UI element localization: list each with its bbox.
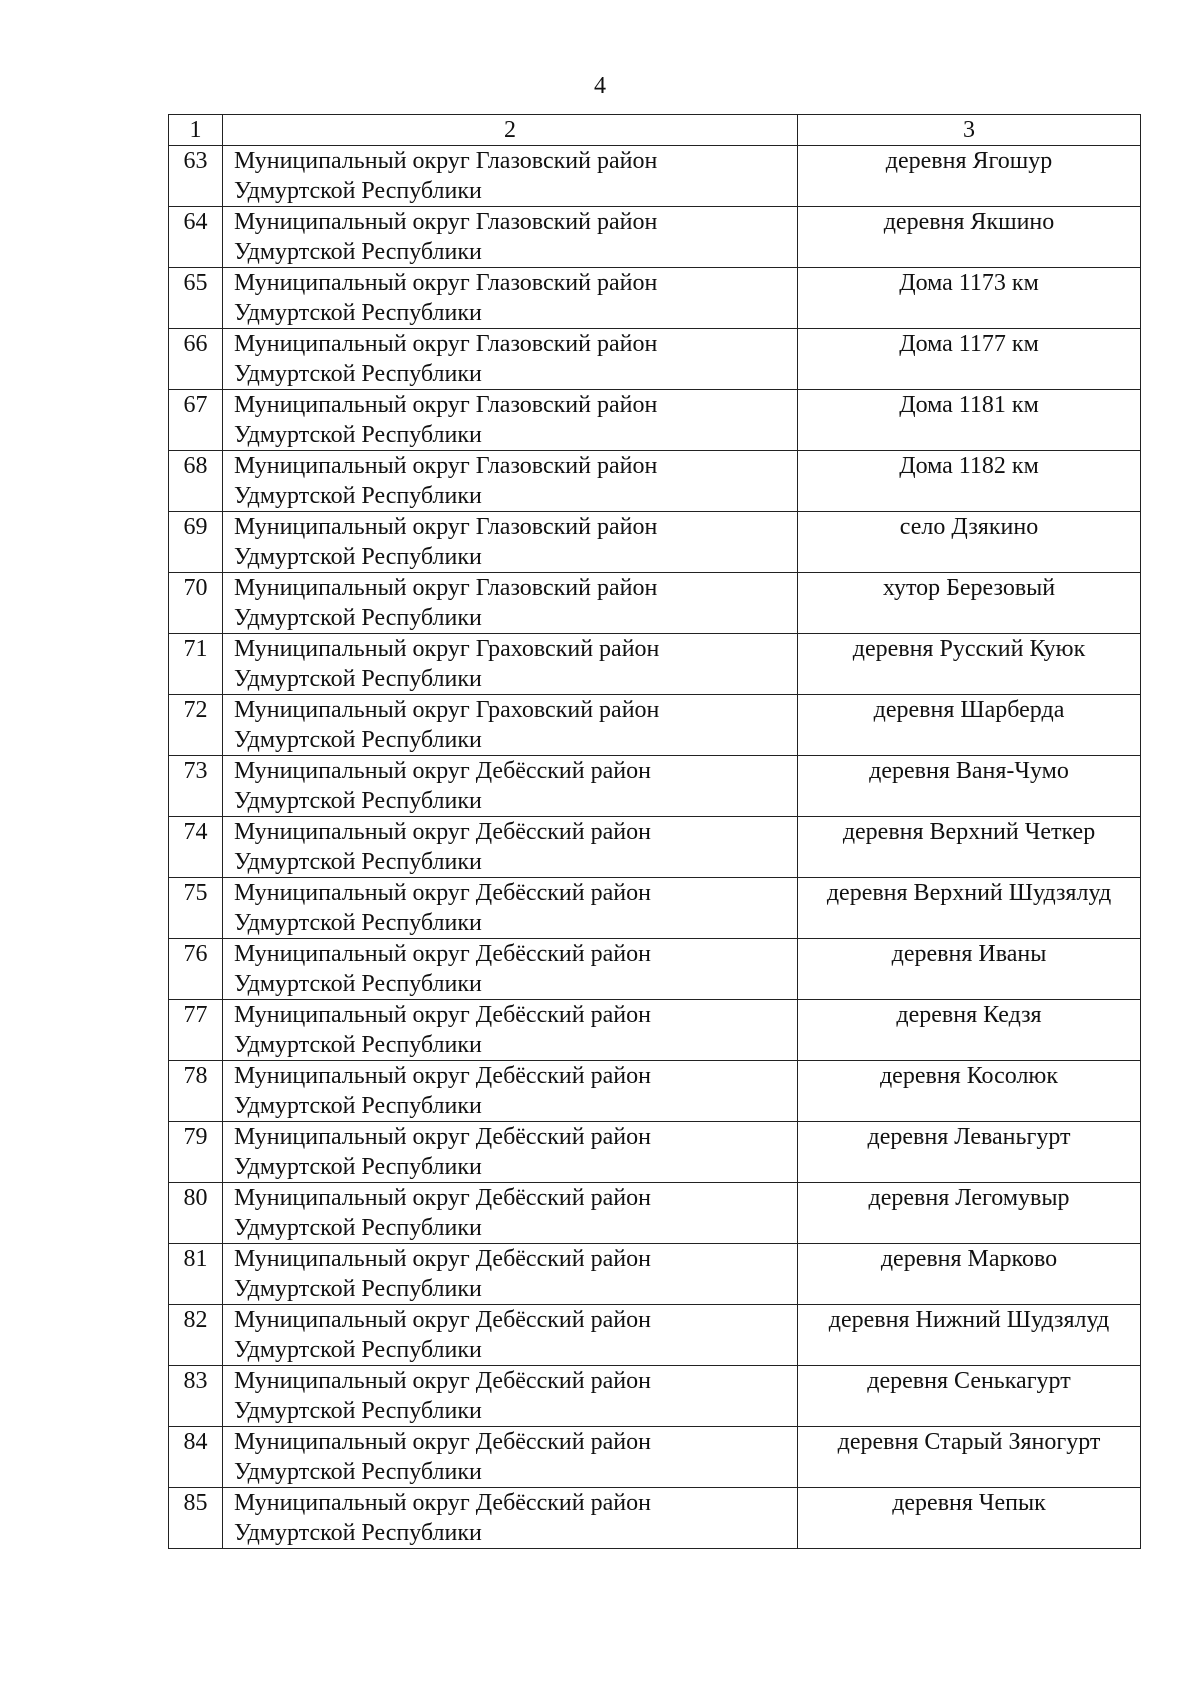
district-line-1: Муниципальный округ Дебёсский район bbox=[234, 1063, 651, 1089]
district-line-2: Удмуртской Республики bbox=[234, 727, 482, 753]
district-line-1: Муниципальный округ Дебёсский район bbox=[234, 1002, 651, 1028]
table-row bbox=[169, 1488, 1141, 1549]
district-line-2: Удмуртской Республики bbox=[234, 605, 482, 631]
row-number-cell: 83 bbox=[169, 1366, 223, 1427]
district-line-1: Муниципальный округ Дебёсский район bbox=[234, 1307, 651, 1333]
settlement-cell: село Дзякино bbox=[798, 512, 1141, 573]
district-cell bbox=[223, 1427, 798, 1488]
row-number-cell: 81 bbox=[169, 1244, 223, 1305]
settlement-cell: деревня Иваны bbox=[798, 939, 1141, 1000]
row-number-cell: 72 bbox=[169, 695, 223, 756]
row-number-cell: 84 bbox=[169, 1427, 223, 1488]
settlement-cell: деревня Русский Куюк bbox=[798, 634, 1141, 695]
settlements-table bbox=[168, 114, 1141, 1549]
table-row bbox=[169, 695, 1141, 756]
district-cell bbox=[223, 695, 798, 756]
table-row bbox=[169, 1244, 1141, 1305]
district-line-1: Муниципальный округ Дебёсский район bbox=[234, 819, 651, 845]
column-header-2: 2 bbox=[223, 115, 798, 146]
row-number-cell: 71 bbox=[169, 634, 223, 695]
settlement-cell: деревня Верхний Шудзялуд bbox=[798, 878, 1141, 939]
district-line-1: Муниципальный округ Дебёсский район bbox=[234, 1368, 651, 1394]
settlement-cell: деревня Леваньгурт bbox=[798, 1122, 1141, 1183]
district-line-2: Удмуртской Республики bbox=[234, 1337, 482, 1363]
district-cell bbox=[223, 146, 798, 207]
settlement-cell: хутор Березовый bbox=[798, 573, 1141, 634]
district-cell bbox=[223, 634, 798, 695]
district-line-1: Муниципальный округ Дебёсский район bbox=[234, 758, 651, 784]
district-line-2: Удмуртской Республики bbox=[234, 666, 482, 692]
settlement-cell: деревня Верхний Четкер bbox=[798, 817, 1141, 878]
settlement-cell: деревня Легомувыр bbox=[798, 1183, 1141, 1244]
district-cell bbox=[223, 1366, 798, 1427]
district-line-2: Удмуртской Республики bbox=[234, 1215, 482, 1241]
district-line-1: Муниципальный округ Граховский район bbox=[234, 697, 660, 723]
district-line-1: Муниципальный округ Граховский район bbox=[234, 636, 660, 662]
district-line-1: Муниципальный округ Глазовский район bbox=[234, 514, 658, 540]
district-cell bbox=[223, 573, 798, 634]
row-number-cell: 85 bbox=[169, 1488, 223, 1549]
district-cell bbox=[223, 390, 798, 451]
table-row bbox=[169, 1183, 1141, 1244]
settlement-cell: деревня Ягошур bbox=[798, 146, 1141, 207]
settlement-cell: деревня Кедзя bbox=[798, 1000, 1141, 1061]
district-line-2: Удмуртской Республики bbox=[234, 483, 482, 509]
district-line-2: Удмуртской Республики bbox=[234, 1032, 482, 1058]
row-number-cell: 63 bbox=[169, 146, 223, 207]
row-number-cell: 75 bbox=[169, 878, 223, 939]
settlement-cell: деревня Шарберда bbox=[798, 695, 1141, 756]
settlement-cell: деревня Якшино bbox=[798, 207, 1141, 268]
table-row bbox=[169, 512, 1141, 573]
table-row bbox=[169, 634, 1141, 695]
row-number-cell: 74 bbox=[169, 817, 223, 878]
district-cell bbox=[223, 878, 798, 939]
district-line-1: Муниципальный округ Дебёсский район bbox=[234, 1246, 651, 1272]
table-row bbox=[169, 1305, 1141, 1366]
district-line-1: Муниципальный округ Глазовский район bbox=[234, 392, 658, 418]
district-cell bbox=[223, 1061, 798, 1122]
row-number-cell: 65 bbox=[169, 268, 223, 329]
table-row bbox=[169, 939, 1141, 1000]
table-row bbox=[169, 573, 1141, 634]
table-row bbox=[169, 756, 1141, 817]
settlement-cell: Дома 1173 км bbox=[798, 268, 1141, 329]
row-number-cell: 80 bbox=[169, 1183, 223, 1244]
row-number-cell: 77 bbox=[169, 1000, 223, 1061]
district-line-2: Удмуртской Республики bbox=[234, 1154, 482, 1180]
settlement-cell: деревня Чепык bbox=[798, 1488, 1141, 1549]
district-cell bbox=[223, 1122, 798, 1183]
table-row bbox=[169, 329, 1141, 390]
table-row bbox=[169, 1122, 1141, 1183]
row-number-cell: 82 bbox=[169, 1305, 223, 1366]
district-line-2: Удмуртской Республики bbox=[234, 849, 482, 875]
district-cell bbox=[223, 1488, 798, 1549]
district-cell bbox=[223, 1183, 798, 1244]
row-number-cell: 79 bbox=[169, 1122, 223, 1183]
table-row bbox=[169, 146, 1141, 207]
settlement-cell: деревня Сенькагурт bbox=[798, 1366, 1141, 1427]
table-row bbox=[169, 817, 1141, 878]
district-line-1: Муниципальный округ Глазовский район bbox=[234, 575, 658, 601]
district-cell bbox=[223, 207, 798, 268]
district-cell bbox=[223, 1244, 798, 1305]
district-line-2: Удмуртской Республики bbox=[234, 300, 482, 326]
settlement-cell: деревня Косолюк bbox=[798, 1061, 1141, 1122]
column-header-3: 3 bbox=[798, 115, 1141, 146]
district-line-2: Удмуртской Республики bbox=[234, 788, 482, 814]
row-number-cell: 64 bbox=[169, 207, 223, 268]
district-line-1: Муниципальный округ Дебёсский район bbox=[234, 941, 651, 967]
district-cell bbox=[223, 1000, 798, 1061]
district-line-1: Муниципальный округ Глазовский район bbox=[234, 148, 658, 174]
table-row bbox=[169, 878, 1141, 939]
row-number-cell: 70 bbox=[169, 573, 223, 634]
district-line-1: Муниципальный округ Дебёсский район bbox=[234, 1124, 651, 1150]
settlement-cell: Дома 1181 км bbox=[798, 390, 1141, 451]
table-body bbox=[169, 146, 1141, 1549]
district-line-2: Удмуртской Республики bbox=[234, 361, 482, 387]
district-cell bbox=[223, 512, 798, 573]
district-line-1: Муниципальный округ Дебёсский район bbox=[234, 880, 651, 906]
table-row bbox=[169, 1000, 1141, 1061]
district-line-2: Удмуртской Республики bbox=[234, 544, 482, 570]
district-cell bbox=[223, 817, 798, 878]
page-number: 4 bbox=[594, 73, 606, 99]
district-line-1: Муниципальный округ Глазовский район bbox=[234, 270, 658, 296]
settlement-cell: Дома 1182 км bbox=[798, 451, 1141, 512]
district-line-1: Муниципальный округ Дебёсский район bbox=[234, 1490, 651, 1516]
settlement-cell: Дома 1177 км bbox=[798, 329, 1141, 390]
settlement-cell: деревня Марково bbox=[798, 1244, 1141, 1305]
table-row bbox=[169, 451, 1141, 512]
table-row bbox=[169, 390, 1141, 451]
district-line-2: Удмуртской Республики bbox=[234, 1093, 482, 1119]
district-line-1: Муниципальный округ Глазовский район bbox=[234, 331, 658, 357]
district-cell bbox=[223, 1305, 798, 1366]
district-line-2: Удмуртской Республики bbox=[234, 971, 482, 997]
table-header bbox=[169, 115, 1141, 146]
row-number-cell: 76 bbox=[169, 939, 223, 1000]
district-cell bbox=[223, 939, 798, 1000]
district-line-2: Удмуртской Республики bbox=[234, 422, 482, 448]
table-row bbox=[169, 268, 1141, 329]
column-header-1: 1 bbox=[169, 115, 223, 146]
settlement-cell: деревня Старый Зяногурт bbox=[798, 1427, 1141, 1488]
district-line-2: Удмуртской Республики bbox=[234, 1276, 482, 1302]
district-line-1: Муниципальный округ Дебёсский район bbox=[234, 1429, 651, 1455]
header-row bbox=[169, 115, 1141, 146]
district-line-1: Муниципальный округ Глазовский район bbox=[234, 453, 658, 479]
row-number-cell: 78 bbox=[169, 1061, 223, 1122]
row-number-cell: 66 bbox=[169, 329, 223, 390]
row-number-cell: 68 bbox=[169, 451, 223, 512]
district-cell bbox=[223, 329, 798, 390]
district-line-1: Муниципальный округ Дебёсский район bbox=[234, 1185, 651, 1211]
table-row bbox=[169, 1366, 1141, 1427]
district-line-2: Удмуртской Республики bbox=[234, 239, 482, 265]
settlement-cell: деревня Нижний Шудзялуд bbox=[798, 1305, 1141, 1366]
district-cell bbox=[223, 756, 798, 817]
district-cell bbox=[223, 451, 798, 512]
row-number-cell: 67 bbox=[169, 390, 223, 451]
row-number-cell: 69 bbox=[169, 512, 223, 573]
table-row bbox=[169, 1427, 1141, 1488]
district-line-2: Удмуртской Республики bbox=[234, 1459, 482, 1485]
table-row bbox=[169, 207, 1141, 268]
district-line-2: Удмуртской Республики bbox=[234, 178, 482, 204]
district-line-2: Удмуртской Республики bbox=[234, 910, 482, 936]
district-cell bbox=[223, 268, 798, 329]
row-number-cell: 73 bbox=[169, 756, 223, 817]
district-line-2: Удмуртской Республики bbox=[234, 1398, 482, 1424]
settlement-cell: деревня Ваня-Чумо bbox=[798, 756, 1141, 817]
table-row bbox=[169, 1061, 1141, 1122]
district-line-1: Муниципальный округ Глазовский район bbox=[234, 209, 658, 235]
district-line-2: Удмуртской Республики bbox=[234, 1520, 482, 1546]
